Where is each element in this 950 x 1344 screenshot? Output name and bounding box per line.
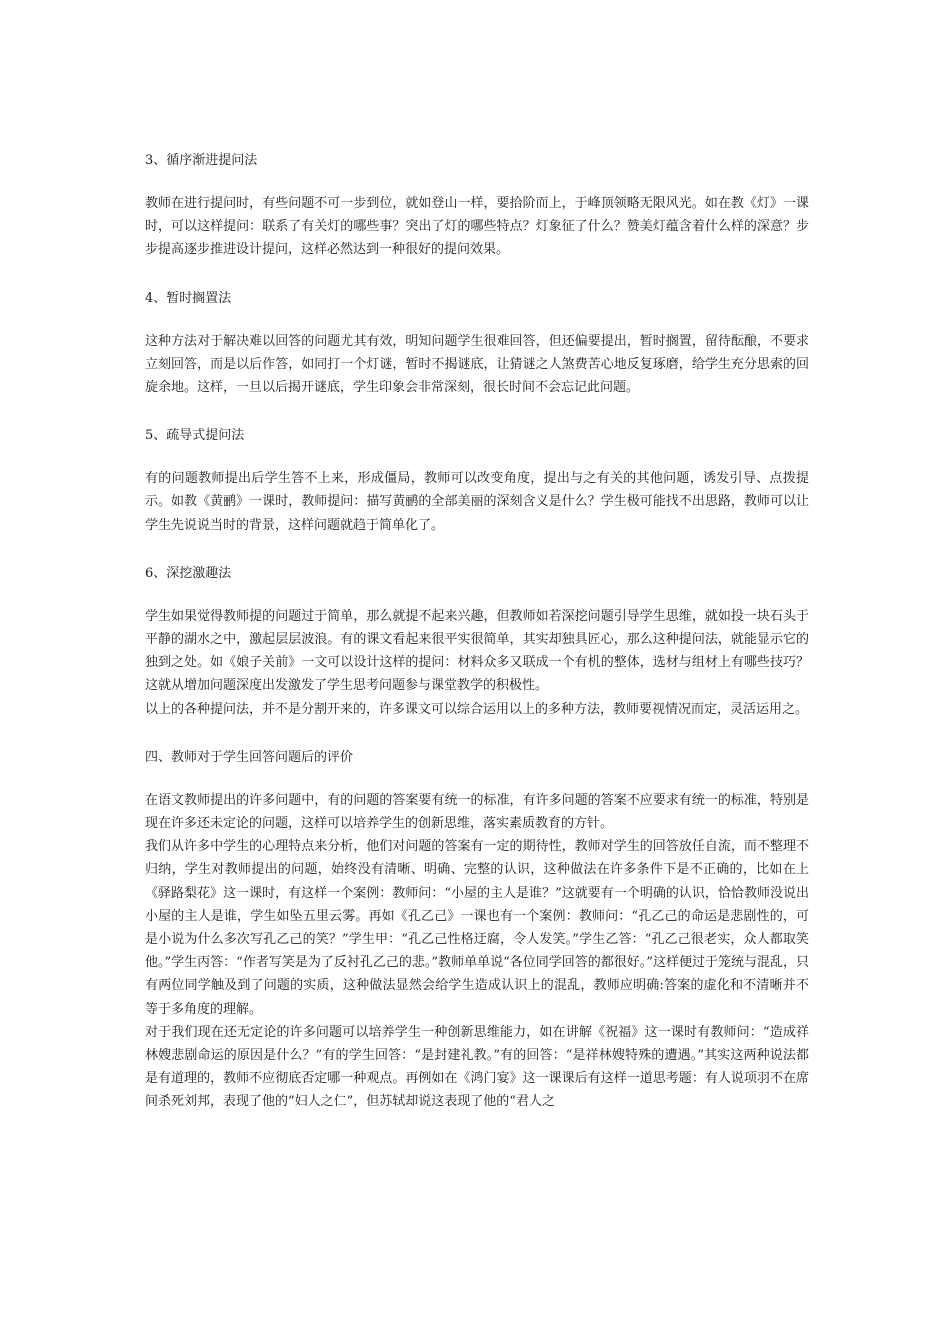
paragraph: 学生如果觉得教师提的问题过于简单，那么就提不起来兴趣，但教师如若深挖问题引导学生思维，就如投一块石头于平静的湖水之中，激起层层波浪。有的课文看起来很平实很简单，其实却独具匠心，那么这种提问法，就能显示它的独到之处。如《娘子关前》一文可以设计这样的提问：材料众多又联成一个有机的整体，选材与组材上有哪些技巧？这就从增加问题深度出发激发了学生思考问题参与课堂教学的积极性。 [145, 608, 809, 694]
section-3 [145, 150, 809, 288]
paragraph: 教师在进行提问时，有些问题不可一步到位，就如登山一样，要拾阶而上，于峰顶领略无限风光。如在教《灯》一课时，可以这样提问：联系了有关灯的哪些事？突出了灯的哪些特点？灯象征了什么？赞美灯蕴含着什么样的深意？步步提高逐步推进设计提问，这样必然达到一种很好的提问效果。 [145, 196, 809, 258]
section-4 [145, 288, 809, 426]
paragraph: 有的问题教师提出后学生答不上来，形成僵局，教师可以改变角度，提出与之有关的其他问题，诱发引导、点拨提示。如教《黄鹂》一课时，教师提问：描写黄鹂的全部美丽的深刻含义是什么？学生极可能找不出思路，教师可以让学生先说说当时的背景，这样问题就趋于简单化了。 [145, 471, 809, 533]
section-evaluation [145, 747, 809, 1114]
paragraph: 在语文教师提出的许多问题中，有的问题的答案要有统一的标准，有许多问题的答案不应要求有统一的标准，特别是现在许多还未定论的问题，这样可以培养学生的创新思维，落实素质教育的方针。 [145, 792, 809, 832]
section-heading: 6、深挖激趣法 [145, 565, 232, 581]
section-5 [145, 425, 809, 563]
section-6 [145, 563, 809, 747]
paragraph: 我们从许多中学生的心理特点来分析，他们对问题的答案有一定的期待性，教师对学生的回答放任自流，而不整理不归纳，学生对教师提出的问题，始终没有清晰、明确、完整的认识，这种做法在许多条件下是不正确的，比如在上《驿路梨花》这一课时，有这样一个案例：教师问：“小屋的主人是谁？”这就要有一个明确的认识，恰恰教师没说出小屋的主人是谁，学生如坠五里云雾。再如《孔乙己》一课也有一个案例：教师问：“孔乙己的命运是悲剧性的，可是小说为什么多次写孔乙己的笑？”学生甲：“孔乙己性格迂腐，令人发笑。”学生乙答：“孔乙己很老实，众人都取笑他。”学生丙答：“作者写笑是为了反衬孔乙己的悲。”教师单单说“各位同学回答的都很好。”这样便过于笼统与混乱，只有两位同学触及到了问题的实质，这种做法显然会给学生造成认识上的混乱，教师应明确:答案的虚化和不清晰并不等于多角度的理解。 [145, 839, 809, 1017]
section-heading: 3、循序渐进提问法 [145, 153, 258, 168]
section-heading: 5、疏导式提问法 [145, 428, 245, 444]
paragraph: 这种方法对于解决难以回答的问题尤其有效，明知问题学生很难回答，但还偏要提出，暂时搁置，留待酝酿，不要求立刻回答，而是以后作答，如同打一个灯谜，暂时不揭谜底，让猜谜之人煞费苦心地反复琢磨，给学生充分思索的回旋余地。这样，一旦以后揭开谜底，学生印象会非常深刻，很长时间不会忘记此问题。 [145, 333, 809, 396]
paragraph: 对于我们现在还无定论的许多问题可以培养学生一种创新思维能力，如在讲解《祝福》这一课时有教师问：“造成祥林嫂悲剧命运的原因是什么？”有的学生回答：“是封建礼教。”有的回答：“是祥林嫂特殊的遭遇。”其实这两种说法都是有道理的，教师不应彻底否定哪一种观点。再例如在《鸿门宴》这一课课后有这样一道思考题：有人说项羽不在席间杀死刘邦，表现了他的“妇人之仁”，但苏轼却说这表现了他的“君人之 [145, 1024, 809, 1110]
section-heading: 4、暂时搁置法 [145, 290, 232, 306]
section-heading: 四、教师对于学生回答问题后的评价 [145, 749, 354, 765]
document-body [145, 150, 809, 1114]
paragraph: 以上的各种提问法，并不是分割开来的，许多课文可以综合运用以上的多种方法，教师要视情况而定，灵活运用之。 [145, 701, 809, 717]
